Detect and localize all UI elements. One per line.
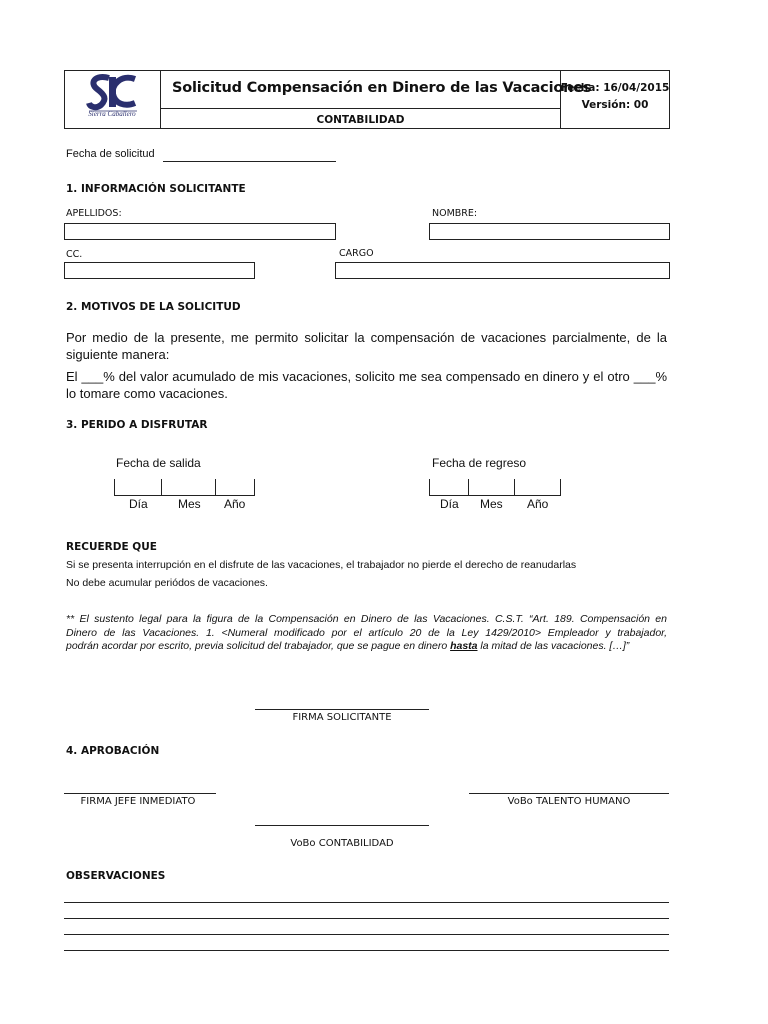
section4-title: 4. APROBACIÓN [66, 745, 160, 757]
reason-p1-line1: Por medio de la presente, me permito solicitar la compensación de vacaciones parcialmente, de la [66, 330, 667, 345]
hr-signature-line[interactable] [469, 793, 669, 794]
legal-hasta: hasta [450, 640, 478, 652]
remember-line-1: Si se presenta interrupción en el disfrute de las vacaciones, el trabajador no pierde el derecho de reanudarlas [66, 559, 577, 571]
legal-line-3-a: podrán acordar por escrito, previa solicitud del trabajador, que se pague en dinero [66, 640, 451, 652]
observations-title: OBSERVACIONES [66, 870, 166, 882]
observation-line[interactable] [64, 918, 669, 919]
return-day-label: Día [440, 497, 459, 511]
apellidos-label: APELLIDOS: [66, 208, 122, 219]
logo-cell [64, 70, 161, 129]
document-title: Solicitud Compensación en Dinero de las Vacaciones [172, 80, 592, 96]
reason-paragraph-1 [66, 329, 667, 363]
cargo-label: CARGO [339, 248, 374, 259]
section3-title: 3. PERIDO A DISFRUTAR [66, 419, 208, 431]
legal-line-3 [66, 640, 667, 654]
departure-date-label: Fecha de salida [116, 456, 201, 470]
section1-title: 1. INFORMACIÓN SOLICITANTE [66, 183, 246, 195]
return-date-field[interactable] [429, 479, 561, 496]
accounting-signature-label: VoBo CONTABILIDAD [290, 838, 394, 849]
applicant-signature-line[interactable] [255, 709, 429, 710]
department-label: CONTABILIDAD [316, 114, 405, 126]
observation-line[interactable] [64, 902, 669, 903]
remember-title: RECUERDE QUE [66, 541, 157, 553]
departure-date-field[interactable] [114, 479, 255, 496]
document-version: Versión: 00 [581, 99, 649, 111]
departure-year-label: Año [224, 497, 246, 511]
logo-text: Sierra Caballero [88, 110, 136, 118]
section2-title: 2. MOTIVOS DE LA SOLICITUD [66, 301, 241, 313]
remember-line-2: No debe acumular periódos de vacaciones. [66, 577, 268, 589]
request-date-label: Fecha de solicitud [66, 148, 155, 160]
legal-line-3-b: la mitad de las vacaciones. […]” [477, 640, 630, 652]
nombre-field[interactable] [429, 223, 670, 240]
legal-line-1: ** El sustento legal para la figura de la Compensación en Dinero de las Vacaciones. C.S.T. “Art. 189. Compensación en [66, 613, 667, 625]
observation-line[interactable] [64, 950, 669, 951]
cc-label: CC. [66, 249, 83, 260]
return-year-label: Año [527, 497, 549, 511]
return-date-label: Fecha de regreso [432, 456, 527, 470]
apellidos-field[interactable] [64, 223, 336, 240]
boss-signature-line[interactable] [64, 793, 216, 794]
legal-line-2: Dinero de las Vacaciones. 1. <Numeral modificado por el artículo 20 de la Ley 1429/2010> Empleador y trabajador, [66, 626, 667, 639]
company-logo [65, 71, 160, 128]
legal-note [66, 613, 667, 654]
boss-signature-label: FIRMA JEFE INMEDIATO [80, 796, 196, 807]
nombre-label: NOMBRE: [432, 208, 478, 219]
cc-field[interactable] [64, 262, 255, 279]
reason-p2-line2: lo tomare como vacaciones. [66, 386, 228, 401]
document-date: Fecha: 16/04/2015 [560, 82, 670, 94]
hr-signature-label: VoBo TALENTO HUMANO [507, 796, 631, 807]
request-date-line[interactable] [163, 161, 336, 162]
departure-day-label: Día [129, 497, 148, 511]
cargo-field[interactable] [335, 262, 670, 279]
accounting-signature-line[interactable] [255, 825, 429, 826]
reason-p1-line2: siguiente manera: [66, 347, 170, 362]
reason-p2-line1: El ___% del valor acumulado de mis vacaciones, solicito me sea compensado en dinero y el otro ___% [66, 369, 667, 384]
applicant-signature-label: FIRMA SOLICITANTE [292, 712, 392, 723]
reason-paragraph-2 [66, 368, 667, 402]
return-month-label: Mes [480, 497, 503, 511]
departure-month-label: Mes [178, 497, 201, 511]
observation-line[interactable] [64, 934, 669, 935]
